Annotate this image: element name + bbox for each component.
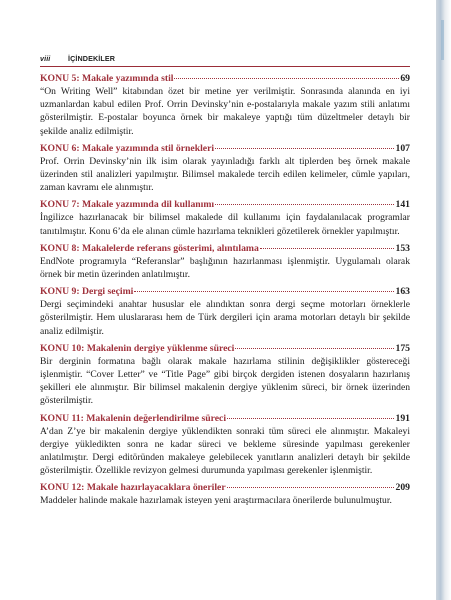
running-header — [40, 51, 410, 65]
toc-entry-description: Prof. Orrin Devinsky’nin ilk isim olarak yayınladığı farklı alt tiplerden beş örnek makale üzerinden stil analizleri yapılmıştır. Bilimsel makalede tercih edilen kelimeler, cümle yapıları, zaman kavramı ele alınmıştır. — [40, 155, 410, 194]
toc-entry — [40, 242, 410, 281]
toc-entry-title: KONU 11: Makalenin değerlendirilme süreci — [40, 412, 227, 424]
toc-entry-description: Bir derginin formatına bağlı olarak makale hazırlama stilinin değişiklikler göstereceği işlenmiştir. “Cover Letter” ve “Title Page” gibi birçok dergiden istenen dosyaların hazırlanış şekilleri ele alınmıştır. Bir bilimsel makalenin dergiye yüklenim süreci, bir örnek üzerinden gösterilmiştir. — [40, 355, 410, 407]
dot-leader — [235, 348, 394, 349]
toc-entry-title: KONU 6: Makale yazımında stil örnekleri — [40, 142, 215, 154]
toc-entry-heading — [40, 285, 410, 298]
toc-entry-heading — [40, 198, 410, 211]
toc-entry — [40, 285, 410, 338]
toc-entry-description: Dergi seçimindeki anahtar hususlar ele alındıktan sonra dergi seçme motorları örneklerle gösterilmiştir. Hem uluslararası hem de Türk dergileri için arama motorları detaylı bir şekilde analiz edilmiştir. — [40, 299, 410, 337]
toc-entry — [40, 342, 410, 408]
header-section-title: İÇİNDEKİLER — [68, 53, 116, 63]
toc-entry-page: 209 — [395, 482, 410, 494]
toc-entry-heading — [40, 412, 410, 425]
toc-entry-heading — [40, 142, 410, 155]
toc-entry-page: 153 — [395, 242, 410, 254]
toc-entry-page: 175 — [395, 342, 410, 354]
toc-entry-heading — [40, 342, 410, 355]
toc-entry-page: 163 — [395, 286, 410, 298]
toc-entry-title: KONU 12: Makale hazırlayacaklara öneriler — [40, 482, 226, 494]
page-edge-stripe — [441, 20, 444, 60]
toc-entry-page: 141 — [395, 199, 410, 211]
toc-entry-heading — [40, 242, 410, 255]
toc-entry-page: 191 — [395, 412, 410, 424]
toc-entry-title: KONU 8: Makalelerde referans gösterimi, alıntılama — [40, 242, 259, 254]
toc-entry-description: A’dan Z’ye bir makalenin dergiye yüklendikten sonraki tüm süreci ele alınmıştır. Makaleyi dergiye yükledikten sonra ne kadar süreci ve bekleme süresinde yapılması gerekenler anlatılmıştır. Dergi editöründen makaleye gelebilecek yanıtların analizleri detaylı bir şekilde gösterilmiştir. Özellikle revizyon gelmesi durumunda yapılması gerekenler işlenmiştir. — [40, 425, 410, 477]
toc-entries — [40, 72, 410, 512]
toc-entry-title: KONU 10: Makalenin dergiye yüklenme süreci — [40, 342, 235, 354]
toc-entry-description: İngilizce hazırlanacak bir bilimsel makalede dil kullanımı için faydalanılacak programlar tanıtılmıştır. Konu 6’da ele alınan cümle hazırlama teknikleri gözetilerek örnekler yapılmıştır. — [40, 212, 410, 237]
toc-entry-heading — [40, 481, 410, 494]
toc-entry-page: 107 — [395, 142, 410, 154]
toc-entry — [40, 198, 410, 237]
dot-leader — [215, 148, 394, 149]
toc-entry-heading — [40, 72, 410, 85]
header-rule — [40, 66, 410, 67]
toc-entry-description: EndNote programıyla “Referanslar” başlığının hazırlanması işlenmiştir. Uygulamalı olarak örnek bir metin üzerinden anlatılmıştır. — [40, 255, 410, 281]
toc-entry — [40, 481, 410, 507]
dot-leader — [134, 291, 394, 292]
dot-leader — [215, 204, 394, 205]
page-edge-shadow — [436, 0, 451, 600]
toc-entry-description: “On Writing Well” kitabından özet bir metine yer verilmiştir. Sonrasında alanında en iyi uzmanlardan kabul edilen Prof. Orrin Devinsky’nin e-postalarıyla makale yazım stili anlatımı gösterilmiştir. E-postalar boyunca örnek bir makaleye yaptığı tüm düzeltmeler detaylı bir şekilde analiz edilmiştir. — [40, 86, 410, 137]
toc-entry — [40, 72, 410, 138]
dot-leader — [227, 487, 395, 488]
dot-leader — [174, 78, 399, 79]
toc-entry-title: KONU 5: Makale yazımında stil — [40, 73, 174, 84]
dot-leader — [227, 418, 394, 419]
toc-entry-title: KONU 9: Dergi seçimi — [40, 286, 134, 298]
toc-entry — [40, 412, 410, 478]
toc-entry-title: KONU 7: Makale yazımında dil kullanımı — [40, 199, 215, 211]
toc-entry-description: Maddeler halinde makale hazırlamak isteyen yeni araştırmacılara önerilerde bulunulmuştur. — [40, 495, 392, 507]
toc-entry — [40, 142, 410, 195]
dot-leader — [260, 248, 395, 249]
header-page-number: viii — [40, 53, 51, 63]
toc-entry-page: 69 — [400, 73, 410, 84]
